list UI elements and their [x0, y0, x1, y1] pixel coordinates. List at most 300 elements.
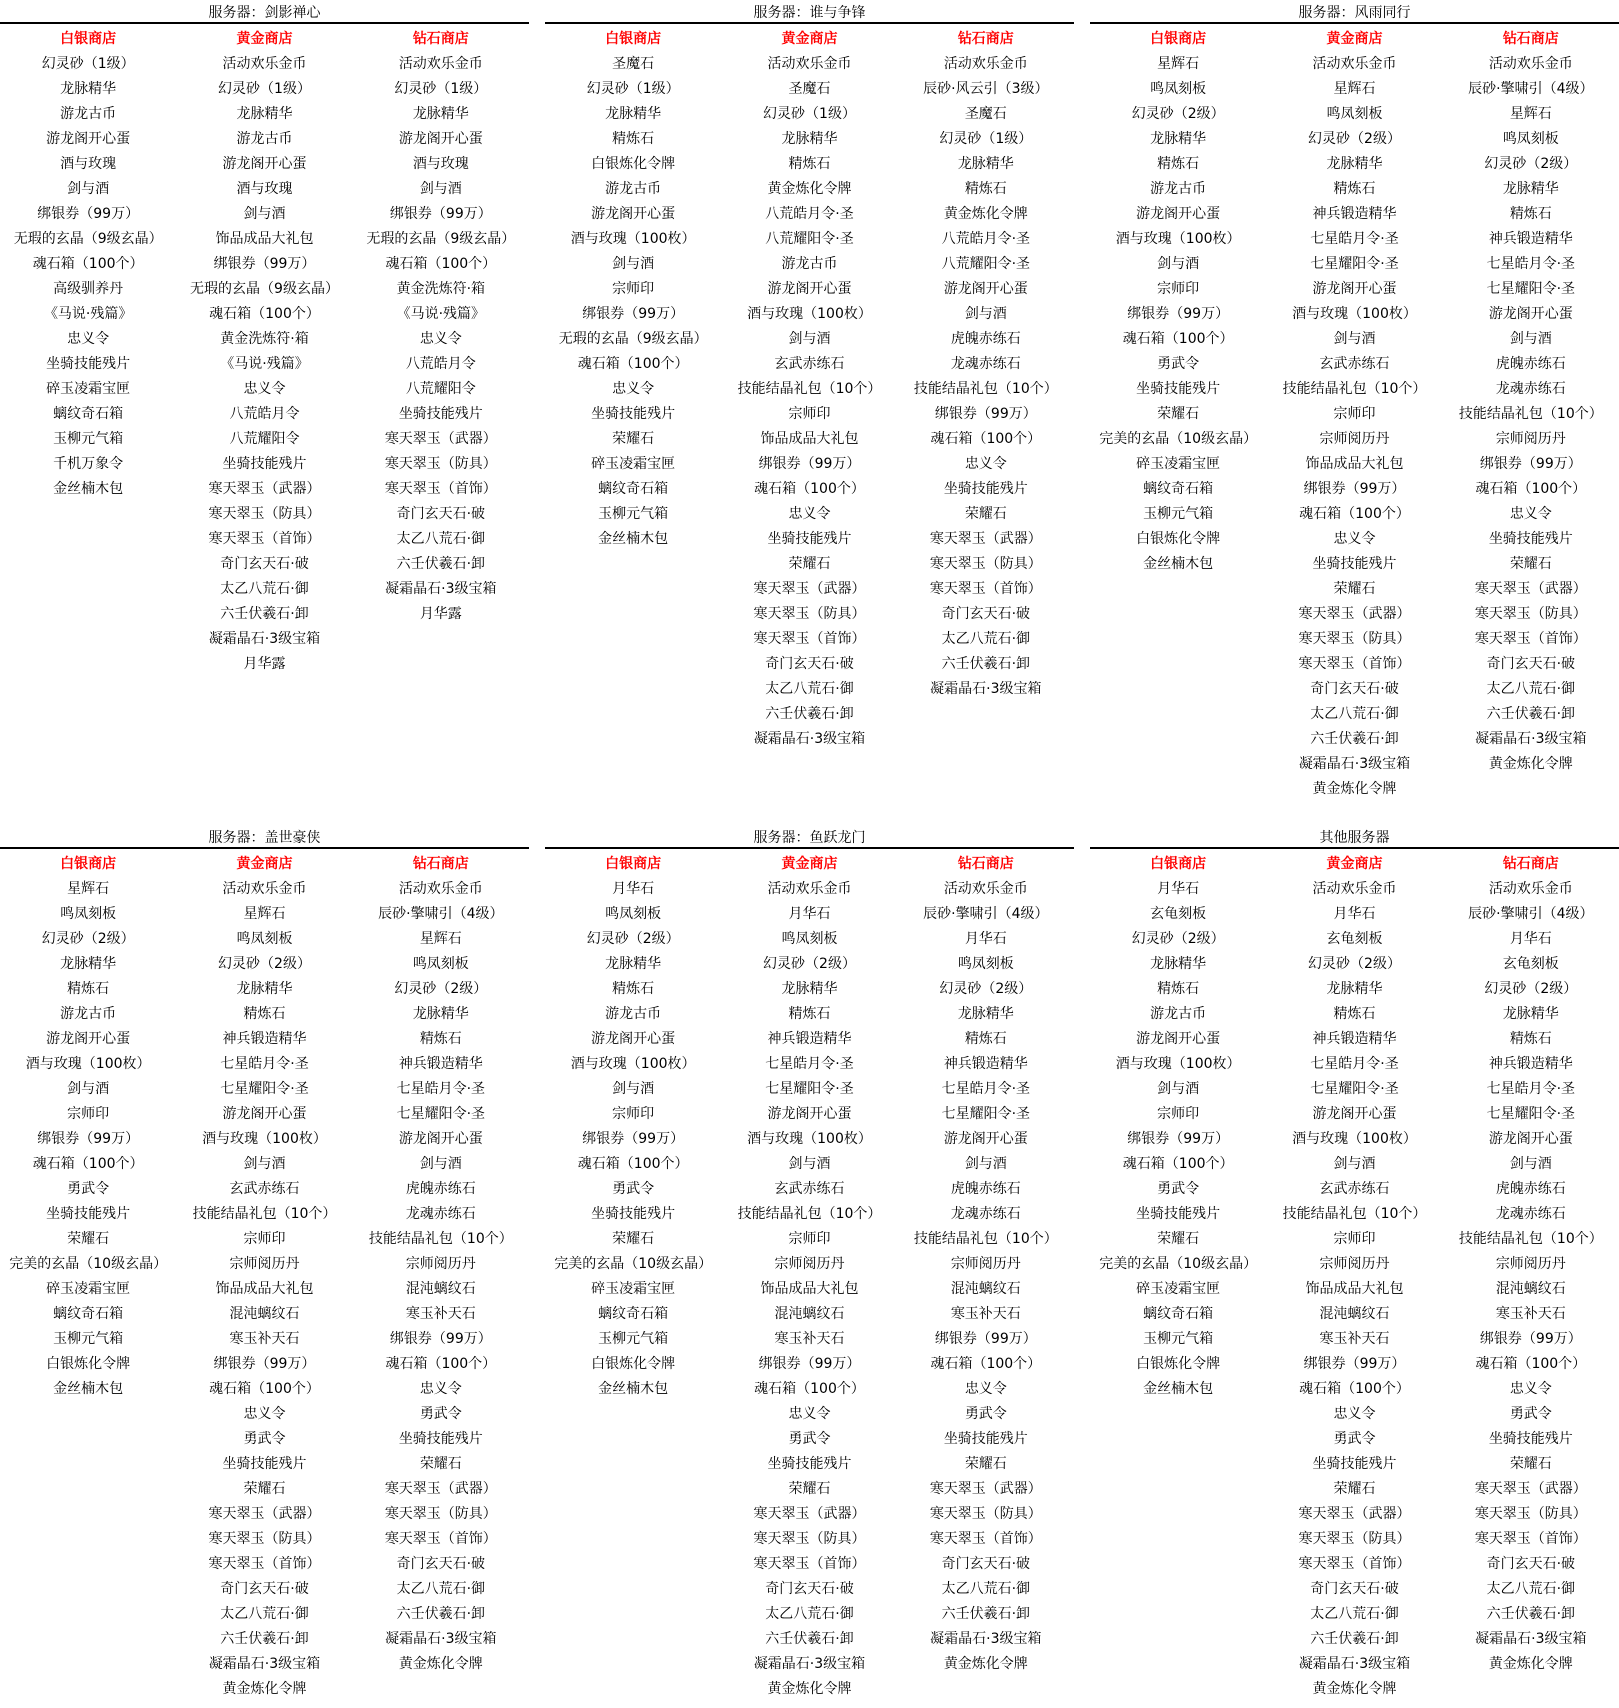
shop-item: 宗师印 [788, 406, 831, 422]
shop-item: 魂石箱（100个） [209, 1381, 320, 1397]
shop-item: 星辉石 [419, 931, 462, 947]
shop-item: 幻灵砂（2级） [586, 931, 680, 947]
shop-item: 凝霜晶石·3级宝箱 [385, 1631, 497, 1647]
shop-item: 龙脉精华 [1150, 131, 1207, 147]
shop-item: 勇武令 [1157, 1181, 1200, 1197]
shop-item: 魂石箱（100个） [577, 356, 689, 372]
shop-item: 星辉石 [1157, 56, 1200, 72]
shop-item: 勇武令 [67, 1181, 110, 1197]
shop-item: 星辉石 [1333, 81, 1376, 97]
shop-item: 八荒皓月令 [405, 356, 476, 372]
shop-item: 荣耀石 [1509, 556, 1552, 572]
shop-item: 幻灵砂（1级） [763, 106, 856, 122]
shop-item: 龙脉精华 [1326, 981, 1383, 997]
shop-item: 剑与酒 [1157, 1081, 1200, 1097]
shop-item: 奇门玄天石·破 [941, 606, 1031, 622]
shop-item: 饰品成品大礼包 [215, 1281, 314, 1297]
silver-shop-column [545, 852, 721, 1702]
shop-item: 幻灵砂（2级） [1131, 106, 1225, 122]
shop-item: 游龙古币 [605, 181, 662, 197]
shop-item: 忠义令 [1509, 1381, 1552, 1397]
shop-item: 幻灵砂（2级） [1484, 981, 1578, 997]
shop-item: 混沌螭纹石 [405, 1281, 476, 1297]
diamond-shop-column [353, 852, 529, 1702]
shop-item: 寒天翠玉（防具） [384, 1506, 497, 1522]
shop-columns [1090, 852, 1619, 1702]
shop-item: 活动欢乐金币 [1312, 881, 1397, 897]
shop-item: 宗师阅历丹 [229, 1256, 300, 1272]
shop-item: 剑与酒 [419, 181, 462, 197]
shop-item: 寒天翠玉（武器） [1474, 1481, 1587, 1497]
shop-item: 玉柳元气箱 [1143, 1331, 1214, 1347]
shop-item: 勇武令 [788, 1431, 831, 1447]
shop-item: 宗师阅历丹 [1319, 431, 1390, 447]
shop-item: 绑银券（99万） [758, 456, 861, 472]
shop-item: 无瑕的玄晶（9级玄晶） [558, 331, 708, 347]
shop-item: 辰砂·擎啸引（4级） [1468, 906, 1594, 922]
shop-item: 魂石箱（100个） [930, 431, 1042, 447]
shop-item: 混沌螭纹石 [774, 1306, 845, 1322]
shop-item: 幻灵砂（2级） [1484, 156, 1578, 172]
shop-item: 勇武令 [964, 1406, 1007, 1422]
shop-item: 游龙阁开心蛋 [1488, 306, 1573, 322]
shop-item: 游龙阁开心蛋 [591, 206, 676, 222]
shop-item: 游龙古币 [1150, 1006, 1207, 1022]
diamond-shop-column [1443, 27, 1619, 802]
shop-item: 虎魄赤练石 [950, 331, 1021, 347]
shop-item: 碎玉凌霜宝匣 [46, 381, 131, 397]
shop-item: 凝霜晶石·3级宝箱 [1475, 1631, 1587, 1647]
shop-item: 七星耀阳令·圣 [220, 1081, 309, 1097]
shop-item: 六壬伏羲石·卸 [1310, 1631, 1399, 1647]
shop-item: 活动欢乐金币 [767, 56, 852, 72]
shop-item: 活动欢乐金币 [398, 56, 483, 72]
shop-item: 月华露 [243, 656, 286, 672]
shop-item: 寒天翠玉（武器） [1298, 606, 1411, 622]
shop-item: 七星耀阳令·圣 [941, 1106, 1031, 1122]
shop-item: 龙脉精华 [781, 131, 838, 147]
shop-item: 寒天翠玉（武器） [929, 531, 1042, 547]
shop-item: 忠义令 [964, 1381, 1007, 1397]
shop-item: 奇门玄天石·破 [941, 1556, 1031, 1572]
shop-item: 绑银券（99万） [1127, 1131, 1230, 1147]
shop-item: 白银炼化令牌 [1136, 1356, 1221, 1372]
shop-item: 寒玉补天石 [1319, 1331, 1390, 1347]
shop-item: 魂石箱（100个） [754, 481, 865, 497]
shop-item: 奇门玄天石·破 [1310, 1581, 1399, 1597]
shop-item: 幻灵砂（1级） [939, 131, 1033, 147]
shop-item: 技能结晶礼包（10个） [913, 1231, 1058, 1247]
shop-item: 坐骑技能残片 [943, 481, 1028, 497]
shop-item: 月华石 [1333, 906, 1376, 922]
shop-item: 龙魂赤练石 [950, 1206, 1021, 1222]
shop-item: 无瑕的玄晶（9级玄晶） [366, 231, 516, 247]
shop-item: 混沌螭纹石 [229, 1306, 300, 1322]
shop-item: 虎魄赤练石 [1495, 356, 1566, 372]
shop-item: 混沌螭纹石 [1319, 1306, 1390, 1322]
shop-item: 精炼石 [964, 181, 1007, 197]
shop-item: 忠义令 [67, 331, 110, 347]
shop-item: 忠义令 [243, 1406, 286, 1422]
shop-item: 龙脉精华 [605, 956, 662, 972]
shop-item: 寒玉补天石 [405, 1306, 476, 1322]
shop-item: 黄金炼化令牌 [398, 1656, 483, 1672]
shop-item: 凝霜晶石·3级宝箱 [1298, 1656, 1411, 1672]
shop-item: 荣耀石 [1509, 1456, 1552, 1472]
shop-item: 幻灵砂（1级） [218, 81, 311, 97]
shop-item: 剑与酒 [67, 181, 110, 197]
shop-item: 七星耀阳令·圣 [1486, 281, 1576, 297]
shop-item: 七星耀阳令·圣 [396, 1106, 486, 1122]
shop-item: 宗师阅历丹 [1495, 1256, 1566, 1272]
shop-item: 七星耀阳令·圣 [1310, 256, 1399, 272]
diamond-shop-column [353, 27, 529, 677]
shop-item: 绑银券（99万） [213, 256, 316, 272]
shop-item: 玄武赤练石 [774, 356, 845, 372]
shop-item: 坐骑技能残片 [591, 1206, 676, 1222]
shop-item: 六壬伏羲石·卸 [941, 656, 1031, 672]
shop-item: 剑与酒 [1333, 331, 1376, 347]
shop-item: 月华石 [1157, 881, 1200, 897]
shop-item: 酒与玫瑰（100枚） [570, 1056, 696, 1072]
shop-item: 寒天翠玉（防具） [1298, 631, 1411, 647]
gold-shop-column [176, 852, 352, 1702]
shop-item: 活动欢乐金币 [1488, 56, 1573, 72]
server-panel [545, 825, 1074, 1702]
shop-item: 寒天翠玉（防具） [929, 1506, 1042, 1522]
shop-item: 龙脉精华 [1502, 1006, 1559, 1022]
shop-item: 白银炼化令牌 [46, 1356, 131, 1372]
shop-item: 神兵锻造精华 [1488, 231, 1573, 247]
diamond-shop-column [898, 27, 1074, 752]
shop-item: 寒天翠玉（武器） [208, 1506, 321, 1522]
shop-item: 黄金炼化令牌 [1488, 756, 1573, 772]
shop-item: 绑银券（99万） [213, 1356, 316, 1372]
diamond-shop-column [1443, 852, 1619, 1702]
shop-item: 游龙阁开心蛋 [1136, 206, 1221, 222]
shop-item: 酒与玫瑰（100枚） [747, 306, 872, 322]
shop-item: 寒天翠玉（武器） [929, 1481, 1042, 1497]
shop-item: 神兵锻造精华 [943, 1056, 1028, 1072]
shop-item: 游龙阁开心蛋 [1312, 1106, 1397, 1122]
shop-item: 龙脉精华 [1150, 956, 1207, 972]
shop-item: 幻灵砂（2级） [1308, 956, 1401, 972]
shop-item: 坐骑技能残片 [943, 1431, 1028, 1447]
shop-item: 剑与酒 [419, 1156, 462, 1172]
diamond-shop-header: 钻石商店 [957, 856, 1014, 872]
shop-item: 螭纹奇石箱 [1143, 1306, 1214, 1322]
shop-item: 寒天翠玉（武器） [753, 1506, 866, 1522]
shop-item: 太乙八荒石·御 [1486, 681, 1576, 697]
shop-item: 游龙阁开心蛋 [767, 1106, 852, 1122]
silver-shop-header: 白银商店 [60, 31, 117, 47]
shop-item: 寒天翠玉（武器） [753, 581, 866, 597]
shop-item: 荣耀石 [1333, 581, 1376, 597]
shop-item: 绑银券（99万） [37, 206, 140, 222]
shop-item: 辰砂·风云引（3级） [923, 81, 1049, 97]
shop-item: 剑与酒 [788, 1156, 831, 1172]
shop-item: 剑与酒 [612, 1081, 655, 1097]
gold-shop-header: 黄金商店 [236, 31, 293, 47]
shop-item: 寒天翠玉（防具） [753, 606, 866, 622]
shop-item: 玄武赤练石 [1319, 356, 1390, 372]
shop-item: 魂石箱（100个） [577, 1156, 689, 1172]
shop-item: 太乙八荒石·御 [396, 531, 486, 547]
shop-item: 龙魂赤练石 [1495, 1206, 1566, 1222]
shop-item: 幻灵砂（2级） [1308, 131, 1401, 147]
shop-item: 绑银券（99万） [37, 1131, 140, 1147]
shop-item: 神兵锻造精华 [1488, 1056, 1573, 1072]
shop-item: 七星耀阳令·圣 [765, 1081, 854, 1097]
shop-item: 神兵锻造精华 [398, 1056, 483, 1072]
shop-item: 游龙阁开心蛋 [1136, 1031, 1221, 1047]
shop-item: 完美的玄晶（10级玄晶） [554, 1256, 713, 1272]
shop-item: 精炼石 [612, 981, 655, 997]
shop-item: 绑银券（99万） [582, 1131, 685, 1147]
shop-item: 勇武令 [419, 1406, 462, 1422]
shop-item: 忠义令 [612, 381, 655, 397]
shop-item: 荣耀石 [67, 1231, 110, 1247]
shop-item: 酒与玫瑰（100枚） [570, 231, 696, 247]
shop-item: 忠义令 [1333, 1406, 1376, 1422]
shop-item: 六壬伏羲石·卸 [1486, 1606, 1576, 1622]
gold-shop-column [721, 27, 897, 752]
shop-item: 月华石 [1509, 931, 1552, 947]
shop-item: 游龙古币 [1150, 181, 1207, 197]
shop-item: 六壬伏羲石·卸 [765, 1631, 854, 1647]
shop-item: 寒天翠玉（首饰） [208, 531, 321, 547]
shop-item: 活动欢乐金币 [1488, 881, 1573, 897]
shop-item: 六壬伏羲石·卸 [220, 606, 309, 622]
shop-item: 七星皓月令·圣 [1310, 231, 1399, 247]
shop-item: 幻灵砂（1级） [394, 81, 488, 97]
shop-item: 黄金洗炼符·箱 [220, 331, 309, 347]
shop-item: 龙脉精华 [605, 106, 662, 122]
shop-item: 饰品成品大礼包 [1305, 1281, 1404, 1297]
shop-item: 玄龟刻板 [1502, 956, 1559, 972]
shop-item: 魂石箱（100个） [1122, 331, 1234, 347]
shop-item: 精炼石 [788, 1006, 831, 1022]
shop-item: 玄龟刻板 [1326, 931, 1383, 947]
shop-item: 太乙八荒石·御 [220, 581, 309, 597]
shop-item: 龙脉精华 [60, 81, 117, 97]
diamond-shop-header: 钻石商店 [1502, 856, 1559, 872]
shop-item: 幻灵砂（2级） [939, 981, 1033, 997]
shop-item: 魂石箱（100个） [1122, 1156, 1234, 1172]
shop-item: 圣魔石 [788, 81, 831, 97]
shop-item: 六壬伏羲石·卸 [941, 1606, 1031, 1622]
shop-item: 黄金炼化令牌 [767, 1681, 852, 1697]
shop-item: 龙脉精华 [412, 1006, 469, 1022]
shop-item: 技能结晶礼包（10个） [368, 1231, 513, 1247]
shop-item: 碎玉凌霜宝匣 [46, 1281, 131, 1297]
shop-item: 月华石 [964, 931, 1007, 947]
shop-item: 六壬伏羲石·卸 [1310, 731, 1399, 747]
shop-item: 精炼石 [67, 981, 110, 997]
shop-item: 太乙八荒石·御 [396, 1581, 486, 1597]
shop-item: 精炼石 [612, 131, 655, 147]
shop-item: 宗师印 [1157, 281, 1200, 297]
shop-item: 金丝楠木包 [598, 531, 669, 547]
shop-item: 六壬伏羲石·卸 [765, 706, 854, 722]
shop-item: 坐骑技能残片 [222, 1456, 307, 1472]
shop-item: 螭纹奇石箱 [53, 406, 124, 422]
shop-item: 辰砂·擎啸引（4级） [923, 906, 1049, 922]
shop-item: 精炼石 [1157, 156, 1200, 172]
shop-item: 鸣凤刻板 [236, 931, 293, 947]
shop-item: 游龙古币 [236, 131, 293, 147]
shop-item: 碎玉凌霜宝匣 [591, 1281, 676, 1297]
shop-item: 八荒皓月令 [229, 406, 300, 422]
shop-item: 龙魂赤练石 [950, 356, 1021, 372]
shop-item: 七星皓月令·圣 [1310, 1056, 1399, 1072]
server-title: 服务器：盖世豪侠 [0, 825, 529, 849]
shop-item: 绑银券（99万） [758, 1356, 861, 1372]
shop-item: 酒与玫瑰 [60, 156, 117, 172]
shop-item: 神兵锻造精华 [1312, 206, 1397, 222]
server-title: 服务器：剑影禅心 [0, 0, 529, 24]
gold-shop-column [176, 27, 352, 677]
shop-item: 太乙八荒石·御 [1310, 706, 1399, 722]
shop-item: 技能结晶礼包（10个） [737, 381, 882, 397]
shop-item: 辰砂·擎啸引（4级） [378, 906, 504, 922]
shop-item: 太乙八荒石·御 [220, 1606, 309, 1622]
gold-shop-column [1266, 27, 1442, 802]
shop-item: 鸣凤刻板 [60, 906, 117, 922]
shop-item: 技能结晶礼包（10个） [1282, 381, 1427, 397]
shop-item: 玄龟刻板 [1150, 906, 1207, 922]
shop-item: 八荒皓月令·圣 [941, 231, 1031, 247]
shop-item: 绑银券（99万） [1127, 306, 1230, 322]
silver-shop-column [0, 27, 176, 677]
server-panel [0, 825, 529, 1702]
shop-item: 幻灵砂（2级） [394, 981, 488, 997]
shop-item: 八荒耀阳令·圣 [765, 231, 854, 247]
shop-item: 剑与酒 [788, 331, 831, 347]
shop-item: 游龙阁开心蛋 [767, 281, 852, 297]
shop-item: 魂石箱（100个） [385, 256, 497, 272]
shop-item: 辰砂·擎啸引（4级） [1468, 81, 1594, 97]
shop-item: 魂石箱（100个） [32, 256, 144, 272]
shop-item: 黄金炼化令牌 [943, 1656, 1028, 1672]
shop-item: 精炼石 [243, 1006, 286, 1022]
shop-columns [0, 27, 529, 677]
shop-item: 圣魔石 [964, 106, 1007, 122]
shop-item: 酒与玫瑰（100枚） [202, 1131, 327, 1147]
shop-item: 奇门玄天石·破 [765, 1581, 854, 1597]
shop-item: 龙魂赤练石 [1495, 381, 1566, 397]
shop-columns [0, 852, 529, 1702]
shop-item: 精炼石 [1157, 981, 1200, 997]
shop-item: 混沌螭纹石 [1495, 1281, 1566, 1297]
shop-item: 坐骑技能残片 [767, 1456, 852, 1472]
shop-item: 宗师阅历丹 [950, 1256, 1021, 1272]
gold-shop-header: 黄金商店 [236, 856, 293, 872]
shop-item: 荣耀石 [243, 1481, 286, 1497]
shop-item: 寒天翠玉（首饰） [1298, 656, 1411, 672]
server-title: 服务器：谁与争锋 [545, 0, 1074, 24]
shop-item: 黄金洗炼符·箱 [396, 281, 486, 297]
shop-item: 魂石箱（100个） [209, 306, 320, 322]
shop-item: 《马说·残篇》 [396, 306, 486, 322]
shop-item: 六壬伏羲石·卸 [396, 556, 486, 572]
shop-item: 龙脉精华 [1502, 181, 1559, 197]
shop-item: 七星皓月令·圣 [220, 1056, 309, 1072]
shop-item: 忠义令 [1509, 506, 1552, 522]
shop-item: 坐骑技能残片 [398, 406, 483, 422]
shop-item: 螭纹奇石箱 [598, 481, 669, 497]
shop-item: 玉柳元气箱 [598, 506, 669, 522]
shop-item: 寒天翠玉（防具） [208, 506, 321, 522]
shop-item: 鸣凤刻板 [412, 956, 469, 972]
shop-item: 虎魄赤练石 [405, 1181, 476, 1197]
shop-item: 活动欢乐金币 [943, 56, 1028, 72]
silver-shop-column [545, 27, 721, 752]
shop-item: 忠义令 [1333, 531, 1376, 547]
shop-columns [545, 852, 1074, 1702]
shop-item: 鸣凤刻板 [781, 931, 838, 947]
diamond-shop-header: 钻石商店 [412, 856, 469, 872]
silver-shop-header: 白银商店 [1150, 856, 1207, 872]
shop-item: 游龙阁开心蛋 [222, 156, 307, 172]
shop-item: 荣耀石 [612, 431, 655, 447]
shop-item: 魂石箱（100个） [1475, 481, 1587, 497]
shop-item: 剑与酒 [612, 256, 655, 272]
shop-item: 游龙阁开心蛋 [1312, 281, 1397, 297]
shop-item: 酒与玫瑰（100枚） [1292, 1131, 1417, 1147]
shop-item: 凝霜晶石·3级宝箱 [208, 1656, 321, 1672]
diamond-shop-column [898, 852, 1074, 1702]
shop-item: 玉柳元气箱 [53, 431, 124, 447]
shop-item: 宗师印 [67, 1106, 110, 1122]
shop-item: 饰品成品大礼包 [1305, 456, 1404, 472]
shop-columns [1090, 27, 1619, 802]
shop-item: 魂石箱（100个） [930, 1356, 1042, 1372]
server-title: 其他服务器 [1090, 825, 1619, 849]
shop-item: 酒与玫瑰 [412, 156, 469, 172]
shop-item: 忠义令 [788, 1406, 831, 1422]
shop-item: 八荒耀阳令 [229, 431, 300, 447]
shop-item: 寒天翠玉（武器） [1298, 1506, 1411, 1522]
server-title: 服务器：鱼跃龙门 [545, 825, 1074, 849]
shop-item: 幻灵砂（2级） [1131, 931, 1225, 947]
shop-item: 精炼石 [1509, 1031, 1552, 1047]
shop-item: 游龙阁开心蛋 [222, 1106, 307, 1122]
shop-item: 坐骑技能残片 [1312, 556, 1397, 572]
shop-item: 螭纹奇石箱 [53, 1306, 124, 1322]
shop-item: 绑银券（99万） [1479, 1331, 1582, 1347]
shop-item: 六壬伏羲石·卸 [396, 1606, 486, 1622]
shop-item: 荣耀石 [612, 1231, 655, 1247]
shop-item: 绑银券（99万） [934, 406, 1037, 422]
shop-item: 寒玉补天石 [1495, 1306, 1566, 1322]
shop-item: 宗师阅历丹 [1495, 431, 1566, 447]
shop-item: 螭纹奇石箱 [1143, 481, 1214, 497]
diamond-shop-header: 钻石商店 [1502, 31, 1559, 47]
shop-item: 奇门玄天石·破 [1486, 1556, 1576, 1572]
shop-item: 忠义令 [964, 456, 1007, 472]
silver-shop-header: 白银商店 [1150, 31, 1207, 47]
shop-item: 绑银券（99万） [1303, 481, 1406, 497]
shop-item: 寒天翠玉（防具） [208, 1531, 321, 1547]
shop-item: 黄金炼化令牌 [1488, 1656, 1573, 1672]
shop-item: 精炼石 [1333, 181, 1376, 197]
shop-item: 幻灵砂（1级） [586, 81, 680, 97]
shop-item: 技能结晶礼包（10个） [1282, 1206, 1427, 1222]
shop-item: 幻灵砂（2级） [763, 956, 856, 972]
shop-item: 奇门玄天石·破 [1310, 681, 1399, 697]
shop-item: 宗师阅历丹 [1319, 1256, 1390, 1272]
